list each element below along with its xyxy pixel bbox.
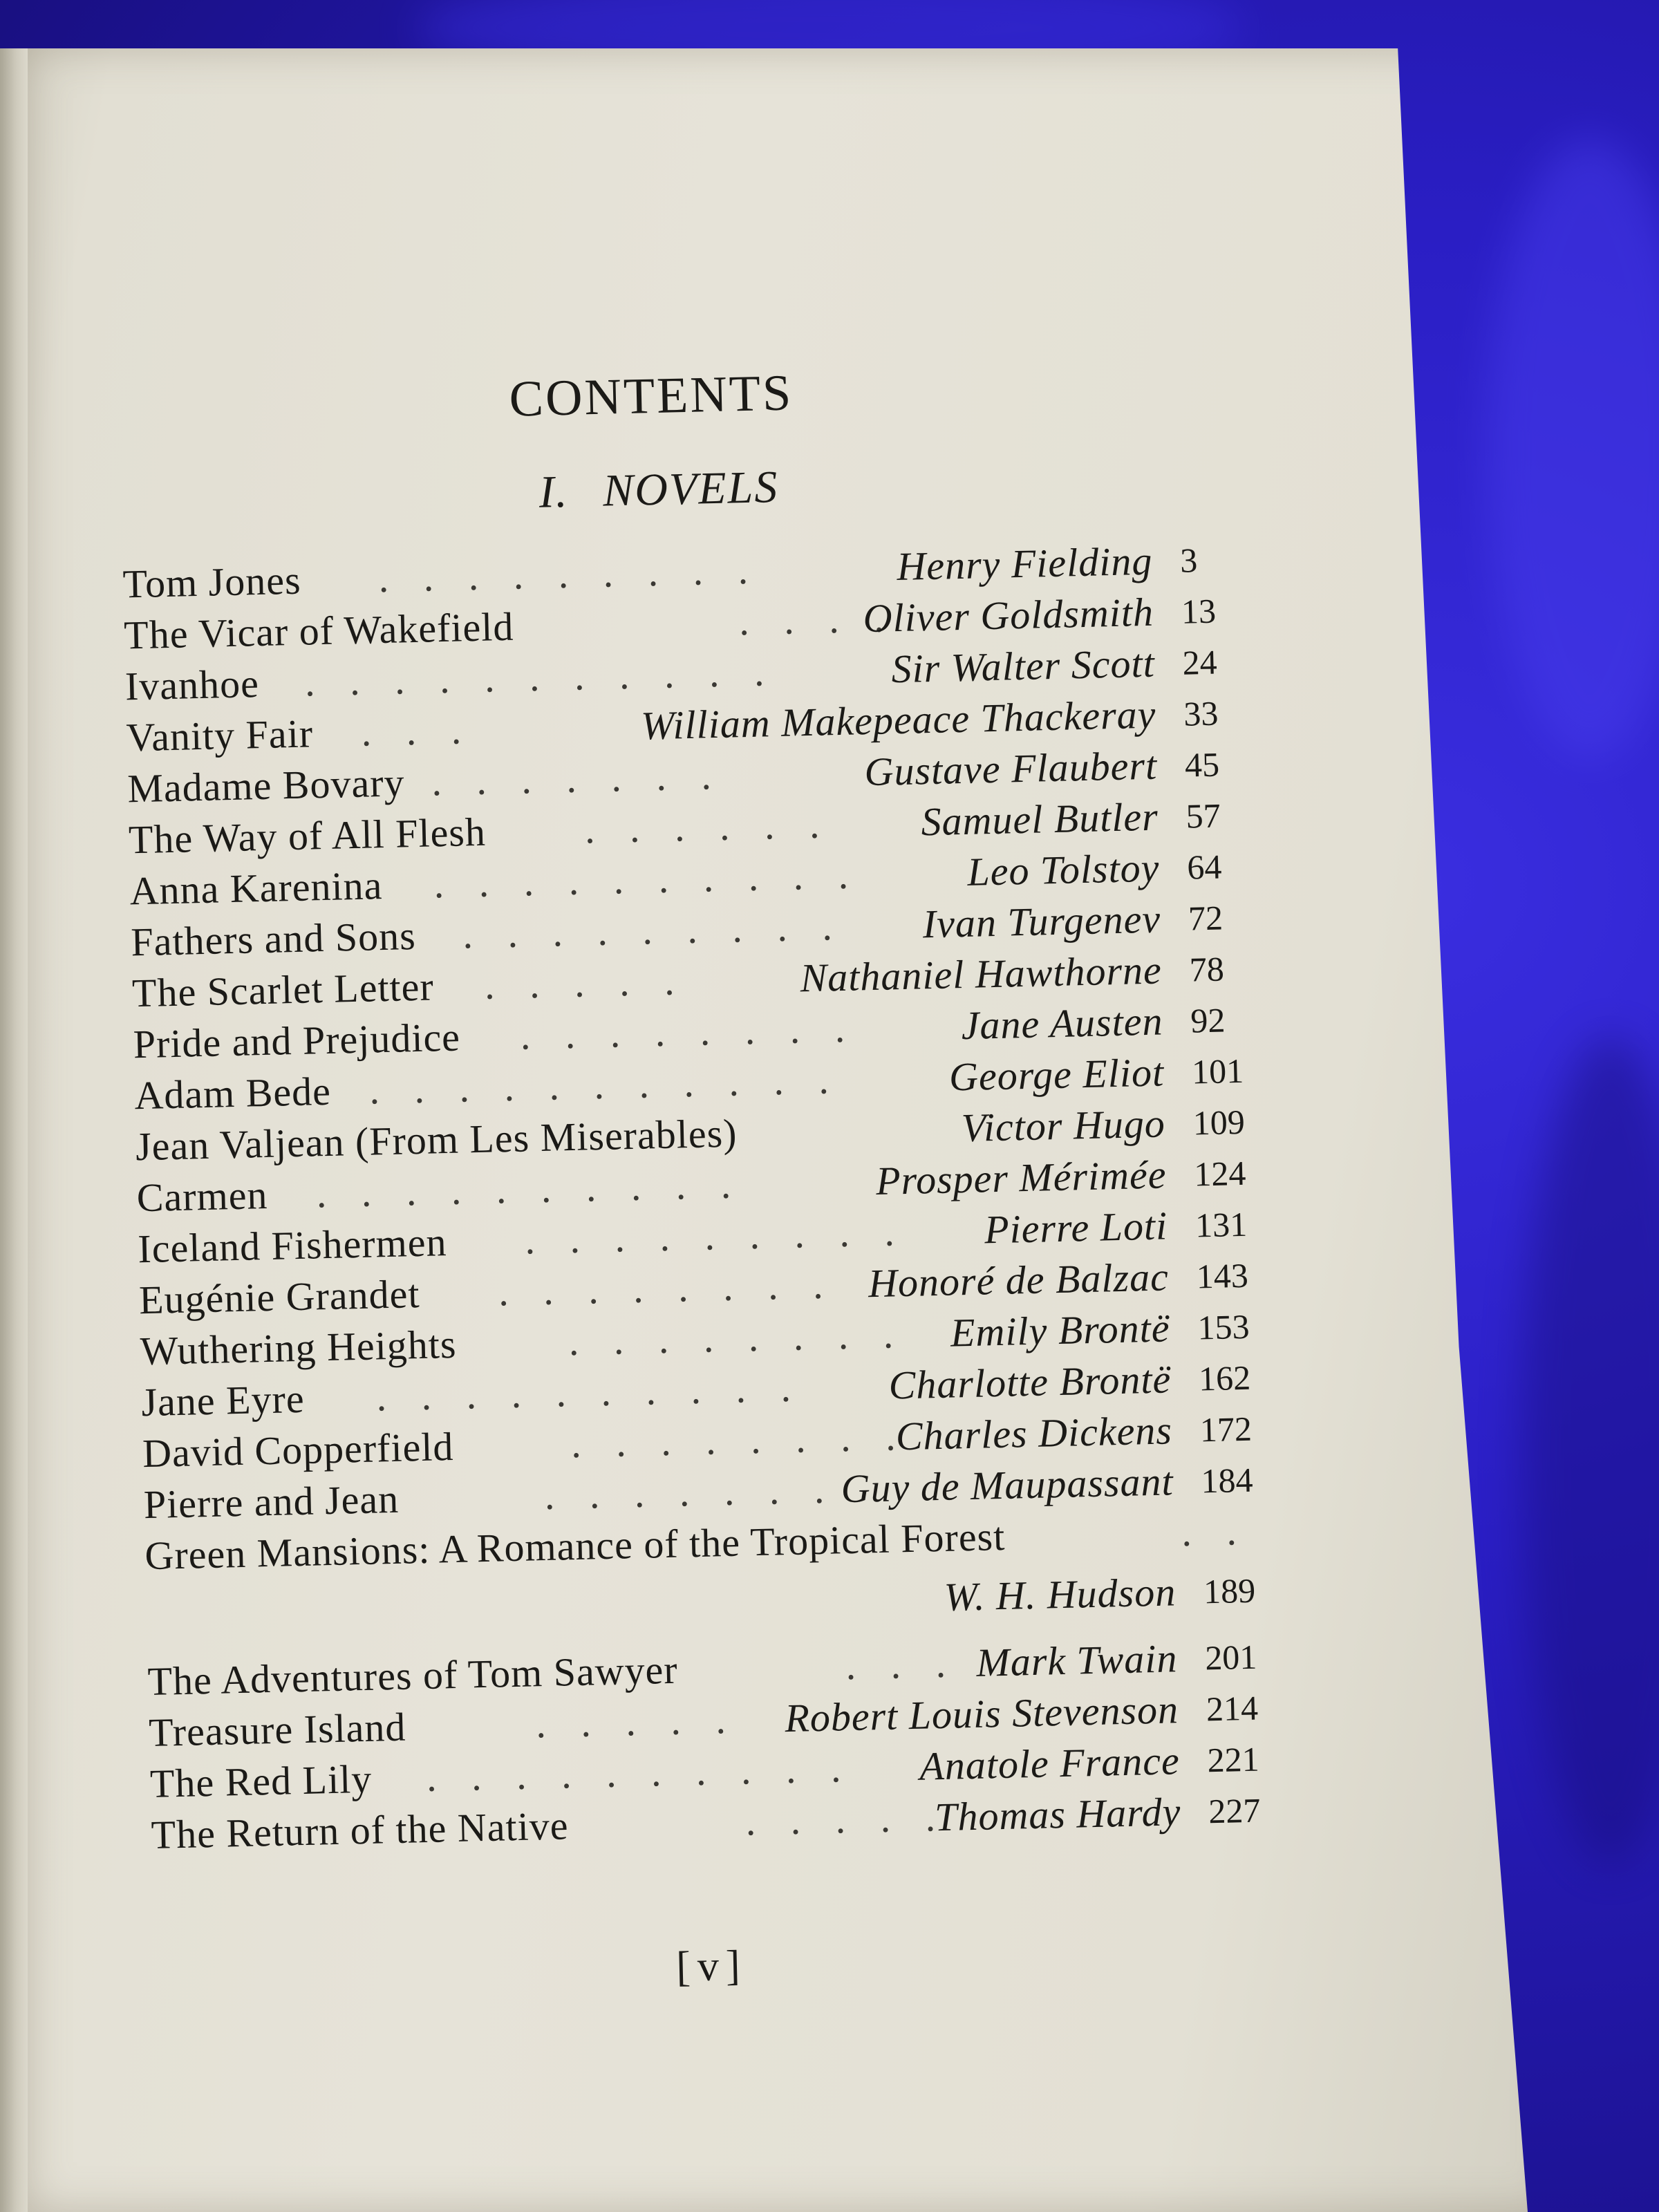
entry-page: 227: [1208, 1790, 1261, 1831]
leader-dots: . . . . . . . . .: [462, 903, 845, 957]
leader-dots: . . . . . . . . . .: [433, 852, 861, 907]
leader-dots: . . . . .: [744, 1794, 948, 1844]
leader-dots: . . . . . . . . . .: [426, 1745, 854, 1800]
leader-dots: . . . . .: [484, 958, 688, 1008]
entry-author: Charles Dickens: [895, 1407, 1173, 1459]
leader-dots: . . . . . . . .: [519, 1005, 858, 1058]
entry-page: 162: [1198, 1358, 1251, 1398]
leader-dots: . . . . . . . . . .: [375, 1365, 804, 1420]
entry-author: Victor Hugo: [961, 1100, 1166, 1151]
leader-dots: . . .: [360, 707, 474, 755]
entry-page: 124: [1193, 1153, 1247, 1194]
entry-author: Prosper Mérimée: [875, 1152, 1168, 1203]
entry-page: 172: [1199, 1409, 1253, 1450]
leader-dots: . . . . . . . . . . .: [368, 1057, 842, 1113]
entry-author: Ivan Turgenev: [922, 896, 1161, 947]
entry-page: 33: [1183, 693, 1219, 733]
entry-page: 92: [1190, 1000, 1226, 1040]
contents-heading: CONTENTS: [508, 364, 794, 428]
entry-page: 101: [1191, 1051, 1244, 1091]
entry-author: Henry Fielding: [896, 538, 1154, 590]
entry-page: 131: [1194, 1204, 1248, 1245]
entry-title: Carmen: [136, 1172, 269, 1221]
entry-page: 57: [1185, 796, 1221, 836]
entry-title: Ivanhoe: [124, 661, 260, 709]
entry-author: Samuel Butler: [920, 794, 1159, 845]
entry-author: Jane Austen: [960, 998, 1164, 1049]
entry-page: 153: [1197, 1306, 1250, 1347]
entry-title: Pride and Prejudice: [133, 1014, 461, 1067]
entry-author: William Makepeace Thackeray: [640, 691, 1157, 749]
entry-title: Green Mansions: A Romance of the Tropical Forest: [144, 1513, 1006, 1579]
leader-dots: . . . .: [738, 595, 897, 644]
entry-title: David Copperfield: [142, 1423, 455, 1477]
page-folio: [v]: [675, 1942, 748, 1991]
entry-author: W. H. Hudson: [944, 1569, 1177, 1620]
entry-title: Anna Karenina: [129, 863, 384, 914]
entry-page: 45: [1184, 744, 1220, 785]
entry-title: Fathers and Sons: [130, 912, 417, 965]
leader-dots: . . . . .: [535, 1696, 739, 1747]
entry-title: The Vicar of Wakefield: [123, 603, 515, 658]
entry-author: Gustave Flaubert: [863, 742, 1158, 795]
entry-page: 24: [1181, 642, 1218, 682]
section-heading: [538, 461, 779, 519]
entry-author: Honoré de Balzac: [868, 1254, 1170, 1306]
entry-title: Jane Eyre: [140, 1376, 306, 1425]
leader-dots: . . . . . .: [584, 801, 833, 852]
entry-author: Leo Tolstoy: [966, 845, 1161, 894]
entry-page: 214: [1206, 1688, 1259, 1729]
entry-title: Adam Bede: [133, 1068, 332, 1118]
entry-page: 184: [1200, 1460, 1254, 1501]
entry-author: Charlotte Brontë: [888, 1356, 1172, 1408]
leader-dots: . . . . . . . .: [570, 1414, 909, 1467]
entry-page: 64: [1186, 847, 1222, 887]
entry-page: 3: [1179, 541, 1198, 580]
entry-page: 201: [1204, 1637, 1257, 1678]
entry-page: 78: [1189, 949, 1225, 989]
entry-title: Eugénie Grandet: [138, 1271, 421, 1323]
entry-title: Iceland Fishermen: [137, 1219, 448, 1272]
section-name: NOVELS: [602, 461, 780, 516]
leader-dots: . . . . . . .: [431, 752, 724, 805]
leader-dots: . . . . . . . .: [498, 1262, 836, 1315]
leader-dots: . . . . . . . .: [568, 1311, 906, 1365]
entry-page: 13: [1181, 591, 1217, 631]
entry-page: 221: [1207, 1739, 1260, 1780]
table-of-contents: [122, 533, 1285, 1861]
entry-title: Wuthering Heights: [140, 1321, 458, 1374]
entry-title: The Scarlet Letter: [131, 964, 435, 1016]
leader-dots: . . . . . . . . .: [524, 1208, 908, 1263]
entry-author: Anatole France: [919, 1738, 1181, 1789]
entry-title: The Red Lily: [149, 1756, 373, 1807]
entry-author: Mark Twain: [975, 1635, 1179, 1685]
entry-title: Tom Jones: [122, 557, 302, 607]
entry-page: 143: [1196, 1255, 1249, 1296]
entry-author: Sir Walter Scott: [890, 640, 1156, 692]
leader-dots: . . . . . . . . . . .: [304, 649, 778, 705]
entry-author: George Eliot: [948, 1049, 1165, 1100]
entry-page: 109: [1192, 1102, 1246, 1143]
entry-page: 189: [1203, 1571, 1256, 1611]
entry-author: Emily Brontë: [950, 1305, 1171, 1356]
entry-author: Thomas Hardy: [934, 1789, 1182, 1840]
section-number: I.: [538, 466, 570, 518]
leader-dots: . . .: [845, 1640, 959, 1689]
entry-title: Vanity Fair: [125, 711, 314, 760]
entry-author: Oliver Goldsmith: [862, 589, 1154, 641]
entry-author: Guy de Maupassant: [840, 1459, 1174, 1512]
entry-page: 72: [1188, 898, 1224, 938]
entry-author: Robert Louis Stevenson: [784, 1687, 1179, 1741]
entry-title: The Way of All Flesh: [128, 809, 487, 863]
leader-dots: . .: [1181, 1508, 1250, 1555]
entry-title: Treasure Island: [148, 1704, 407, 1756]
entry-title: The Return of the Native: [150, 1803, 570, 1857]
leader-dots: . . . . . . . . .: [377, 547, 761, 601]
leader-dots: . . . . . . .: [543, 1466, 837, 1518]
entry-title: Jean Valjean (From Les Miserables): [135, 1110, 738, 1170]
entry-author: Pierre Loti: [984, 1203, 1168, 1253]
entry-title: Madame Bovary: [126, 760, 406, 812]
entry-title: Pierre and Jean: [143, 1476, 400, 1528]
leader-dots: . . . . . . . . . .: [316, 1161, 744, 1217]
entry-author: Nathaniel Hawthorne: [799, 947, 1163, 1001]
entry-title: The Adventures of Tom Sawyer: [147, 1647, 679, 1705]
